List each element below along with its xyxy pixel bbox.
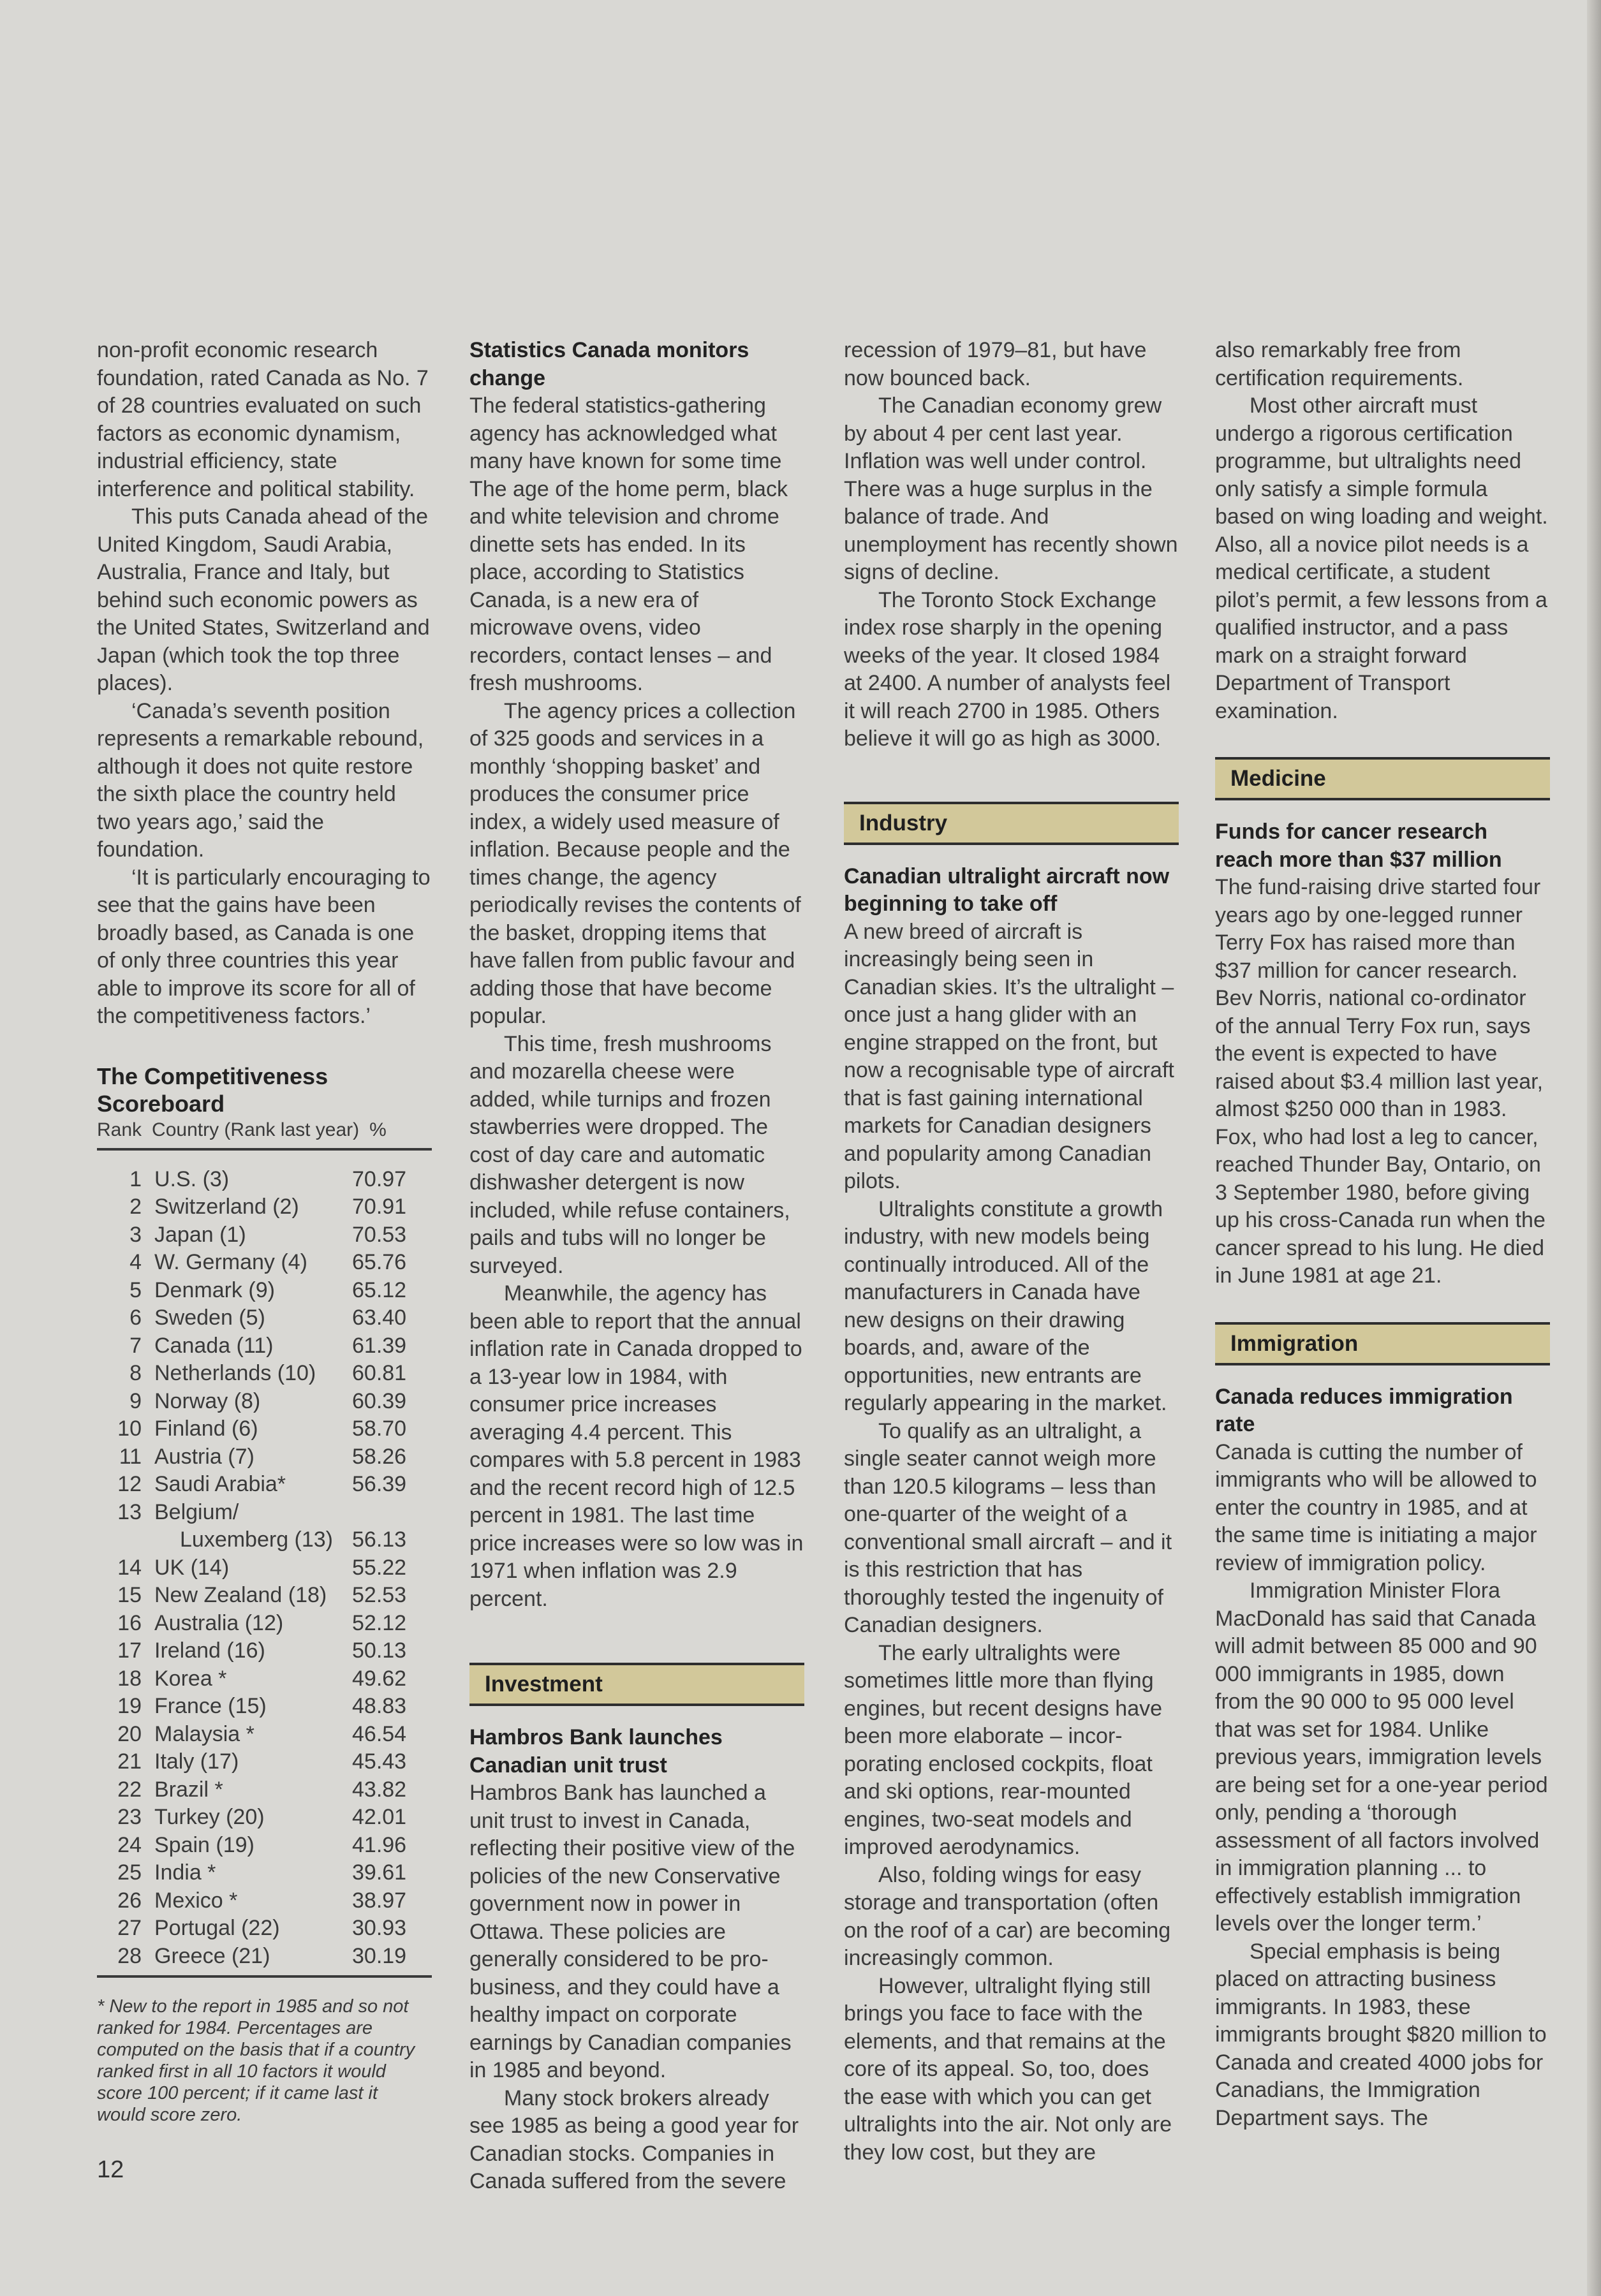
row-rank: 9 <box>129 1388 142 1413</box>
row-rank: 20 <box>117 1721 142 1746</box>
row-country: Japan (1) <box>154 1222 246 1247</box>
article-headline: Statistics Canada monitors change <box>469 338 749 390</box>
paragraph: Canada is cutting the number of immigrants who will be allowed to enter the country in 1985, and at the same time is initiating a major review of immigration policy. <box>1215 1439 1537 1575</box>
scoreboard-row <box>97 1526 432 1554</box>
scoreboard-row <box>97 1610 432 1638</box>
paragraph: ‘Canada’s seventh position represents a remarkable rebound, although it does not quite restore the sixth place the country held two years ago,’ said the foundation. <box>97 698 424 862</box>
header-country: Country (Rank last year) <box>152 1119 360 1140</box>
paragraph: The agency prices a collection of 325 goods and services in a monthly ‘shopping basket’ and produces the consumer price index, a widely used measure of inflation. Because people and the times change, the agency periodically revises the contents of the basket, dropping items that have fallen from public favour and adding those that have become popular. <box>469 698 801 1028</box>
page-spine-shadow <box>1587 0 1601 2296</box>
scoreboard-row <box>97 1499 432 1527</box>
paragraph: The early ultralights were sometimes little more than flying engines, but recent designs have been more elaborate – incor-porating enclosed cockpits, float and ski options, rear-mounted engines, two-seat models and improved aerodynamics. <box>844 1640 1163 1859</box>
row-rank: 12 <box>117 1472 142 1496</box>
row-country: India * <box>154 1860 216 1885</box>
scoreboard-row <box>97 1471 432 1499</box>
column-1 <box>97 337 432 2126</box>
row-percent: 52.12 <box>352 1610 407 1635</box>
scoreboard-row <box>97 1776 432 1804</box>
paragraph: Hambros Bank has launched a unit trust to invest in Canada, reflecting their positive view of the policies of the new Conservative government now in power in Ottawa. These policies are generally considered to be pro-business, and they could have a healthy impact on corporate earnings by Canadian companies in 1985 and beyond. <box>469 1781 795 2082</box>
row-rank: 23 <box>117 1805 142 1829</box>
paragraph: non-profit economic research foundation, rated Canada as No. 7 of 28 countries evaluated on such factors as economic dynamism, industrial efficiency, state interference and political stability. <box>97 338 429 501</box>
scoreboard-row <box>97 1360 432 1388</box>
page-number: 12 <box>97 2156 124 2183</box>
paragraph: A new breed of aircraft is increasingly being seen in Canadian skies. It’s the ultralight – once just a hang glider with an engine strapped on the front, but now a recognisable type of aircraft that is fast gaining international markets for Canadian designers and popularity among Canadian pilots. <box>844 919 1174 1193</box>
paragraph: Also, folding wings for easy storage and transportation (often on the roof of a car) are becoming increasingly common. <box>844 1862 1171 1970</box>
row-percent: 49.62 <box>352 1666 407 1691</box>
article-headline: Canadian ultralight aircraft now beginning to take off <box>844 864 1170 916</box>
scoreboard-row <box>97 1748 432 1776</box>
scoreboard-footnote: * New to the report in 1985 and so not ranked for 1984. Percentages are computed on the basis that if a country ranked first in all 10 factors it would score 100 percent; if it came last it would score zero. <box>97 1996 415 2125</box>
row-rank: 10 <box>117 1417 142 1441</box>
scoreboard-row <box>97 1943 432 1971</box>
row-country: Italy (17) <box>154 1749 239 1774</box>
row-rank: 1 <box>129 1166 142 1191</box>
scoreboard-row <box>97 1665 432 1693</box>
row-country: Malaysia * <box>154 1721 255 1746</box>
row-rank: 24 <box>117 1832 142 1857</box>
row-percent: 63.40 <box>352 1306 407 1330</box>
row-percent: 52.53 <box>352 1583 407 1607</box>
row-rank: 22 <box>117 1777 142 1802</box>
row-rank: 8 <box>129 1361 142 1385</box>
scoreboard-row <box>97 1415 432 1443</box>
row-rank: 7 <box>129 1333 142 1358</box>
section-band-medicine: Medicine <box>1215 757 1550 800</box>
row-country: Mexico * <box>154 1888 238 1913</box>
row-rank: 15 <box>117 1583 142 1607</box>
row-percent: 70.97 <box>352 1166 407 1191</box>
paragraph: The federal statistics-gathering agency has acknowledged what many have known for some time The age of the home perm, black and white television and chrome dinette sets has ended. In its place, according to Statistics Canada, is a new era of microwave ovens, video recorders, contact lenses – and fresh mushrooms. <box>469 394 788 695</box>
row-rank: 26 <box>117 1888 142 1913</box>
row-rank: 28 <box>117 1943 142 1968</box>
scoreboard-row <box>97 1887 432 1915</box>
row-rank: 21 <box>117 1749 142 1774</box>
article-headline: Canada reduces immigration rate <box>1215 1384 1513 1436</box>
paragraph: also remarkably free from certification requirements. <box>1215 338 1464 390</box>
row-percent: 65.76 <box>352 1250 407 1274</box>
paragraph: However, ultralight flying still brings you face to face with the elements, and that remains at the core of its appeal. So, too, does the ease with which you can get ultralights into the air. Not only are they low cost, but they are <box>844 1973 1172 2165</box>
header-percent: % <box>369 1119 387 1140</box>
scoreboard-row <box>97 1693 432 1721</box>
row-percent: 38.97 <box>352 1888 407 1913</box>
row-rank: 19 <box>117 1694 142 1718</box>
row-country: Korea * <box>154 1666 227 1691</box>
row-percent: 46.54 <box>352 1721 407 1746</box>
row-country: Australia (12) <box>154 1610 284 1635</box>
paragraph: Most other aircraft must undergo a rigorous certification programme, but ultralights need only satisfy a simple formula based on wing loading and weight. Also, all a novice pilot needs is a medical certificate, a student pilot’s permit, a few lessons from a qualified instructor, and a pass mark on a straight forward Department of Transport examination. <box>1215 394 1548 723</box>
row-rank: 14 <box>117 1555 142 1580</box>
row-percent: 70.91 <box>352 1195 407 1219</box>
row-percent: 45.43 <box>352 1749 407 1774</box>
scoreboard-row <box>97 1582 432 1610</box>
row-country: Greece (21) <box>154 1943 270 1968</box>
paragraph: This puts Canada ahead of the United Kingdom, Saudi Arabia, Australia, France and Italy, but behind such economic powers as the United States, Switzerland and Japan (which took the top three places). <box>97 504 430 695</box>
row-country: Ireland (16) <box>154 1638 265 1663</box>
scoreboard-row <box>97 1166 432 1194</box>
row-percent: 60.39 <box>352 1388 407 1413</box>
column-3 <box>844 337 1179 2167</box>
row-percent: 61.39 <box>352 1333 407 1358</box>
row-percent: 43.82 <box>352 1777 407 1802</box>
row-percent: 41.96 <box>352 1832 407 1857</box>
row-country: Portugal (22) <box>154 1916 280 1940</box>
scoreboard-row <box>97 1443 432 1471</box>
row-percent: 50.13 <box>352 1638 407 1663</box>
section-band-immigration: Immigration <box>1215 1322 1550 1365</box>
section-band-industry: Industry <box>844 802 1179 845</box>
row-country: Denmark (9) <box>154 1277 275 1302</box>
row-rank: 11 <box>119 1444 142 1469</box>
paragraph: Special emphasis is being placed on attracting business immigrants. In 1983, these immigrants brought $820 million to Canada and created 4000 jobs for Canadians, the Immigration Department says. The <box>1215 1939 1547 2130</box>
row-rank: 5 <box>129 1277 142 1302</box>
paragraph: To qualify as an ultralight, a single seater cannot weigh more than 120.5 kilograms – less than one-quarter of the weight of a conventional small aircraft – and it is this restriction that has thoroughly tested the ingenuity of Canadian designers. <box>844 1418 1172 1637</box>
scoreboard-row <box>97 1388 432 1416</box>
row-country: W. Germany (4) <box>154 1250 307 1274</box>
row-country: Norway (8) <box>154 1388 261 1413</box>
row-percent: 30.19 <box>352 1943 407 1968</box>
row-country: Switzerland (2) <box>154 1195 299 1219</box>
scoreboard-row <box>97 1277 432 1305</box>
scoreboard-row <box>97 1915 432 1943</box>
scoreboard-row <box>97 1554 432 1582</box>
competitiveness-scoreboard <box>97 1063 432 2126</box>
paragraph: This time, fresh mushrooms and mozarella cheese were added, while turnips and frozen stawberries were dropped. The cost of day care and automatic dishwasher detergent is now included, while refuse containers, pails and tubs will no longer be surveyed. <box>469 1031 790 1278</box>
row-country: Brazil * <box>154 1777 223 1802</box>
row-country: New Zealand (18) <box>154 1583 327 1607</box>
paragraph: ‘It is particularly encouraging to see that the gains have been broadly based, as Canada is one of only three countries this year able to improve its score for all of the competitiveness factors.’ <box>97 865 431 1028</box>
article-headline: Funds for cancer research reach more than $37 million <box>1215 820 1502 872</box>
scoreboard-table <box>97 1151 432 1976</box>
scoreboard-row <box>97 1193 432 1221</box>
paragraph: The fund-raising drive started four years ago by one-legged runner Terry Fox has raised more than $37 million for cancer research. Bev Norris, national co-ordinator of the annual Terry Fox run, says the event is expected to have raised about $3.4 million last year, almost $250 000 than in 1983. Fox, who had lost a leg to cancer, reached Thunder Bay, Ontario, on 3 September 1980, before giving up his cross-Canada run when the cancer spread to his lung. He died in June 1981 at age 21. <box>1215 875 1546 1288</box>
scoreboard-row <box>97 1332 432 1360</box>
paragraph: The Canadian economy grew by about 4 per cent last year. Inflation was well under control. There was a huge surplus in the balance of trade. And unemployment has recently shown signs of decline. <box>844 394 1178 584</box>
header-rank: Rank <box>97 1119 142 1140</box>
row-country: Austria (7) <box>154 1444 255 1469</box>
row-country: U.S. (3) <box>154 1166 230 1191</box>
scoreboard-row <box>97 1804 432 1832</box>
scoreboard-header <box>97 1117 432 1143</box>
row-rank: 6 <box>129 1306 142 1330</box>
row-percent: 56.13 <box>352 1527 407 1552</box>
row-country: UK (14) <box>154 1555 230 1580</box>
scoreboard-row <box>97 1221 432 1249</box>
row-rank: 16 <box>117 1610 142 1635</box>
row-country: Netherlands (10) <box>154 1361 316 1385</box>
row-country: Sweden (5) <box>154 1306 265 1330</box>
paragraph: Immigration Minister Flora MacDonald has said that Canada will admit between 85 000 and 90 000 immigrants in 1985, down from the 90 000 to 95 000 level that was set for 1984. Unlike previous years, immigration levels are being set for a one-year period only, pending a ‘thorough assessment of all factors involved in immigration planning ... to effectively establish immigration levels over the longer term.’ <box>1215 1578 1548 1936</box>
paragraph: Many stock brokers already see 1985 as being a good year for Canadian stocks. Companies in Canada suffered from the severe <box>469 2086 799 2193</box>
row-percent: 42.01 <box>352 1805 407 1829</box>
row-rank: 17 <box>117 1638 142 1663</box>
row-percent: 70.53 <box>352 1222 407 1247</box>
row-rank: 18 <box>117 1666 142 1691</box>
scoreboard-row <box>97 1832 432 1860</box>
paragraph: recession of 1979–81, but have now bounced back. <box>844 338 1147 390</box>
scoreboard-row <box>97 1304 432 1332</box>
row-country: Belgium/ <box>154 1499 239 1524</box>
column-4 <box>1215 337 1550 2132</box>
row-percent: 55.22 <box>352 1555 407 1580</box>
paragraph: The Toronto Stock Exchange index rose sharply in the opening weeks of the year. It closed 1984 at 2400. A number of analysts feel it will reach 2700 in 1985. Others believe it will go as high as 3000. <box>844 587 1171 751</box>
scoreboard-row <box>97 1721 432 1749</box>
row-percent: 30.93 <box>352 1916 407 1940</box>
row-country: Saudi Arabia* <box>154 1472 286 1496</box>
paragraph: Meanwhile, the agency has been able to report that the annual inflation rate in Canada dropped to a 13-year low in 1984, with consumer price increases averaging 4.4 percent. This compares with 5.8 percent in 1983 and the recent record high of 12.5 percent in 1981. The last time price increases were so low was in 1971 when inflation was 2.9 percent. <box>469 1281 804 1611</box>
row-rank: 3 <box>129 1222 142 1247</box>
row-country: France (15) <box>154 1694 267 1718</box>
row-country: Spain (19) <box>154 1832 255 1857</box>
row-rank: 2 <box>129 1195 142 1219</box>
row-percent: 58.70 <box>352 1417 407 1441</box>
column-2 <box>469 337 804 2196</box>
row-percent: 48.83 <box>352 1694 407 1718</box>
row-country: Luxemberg (13) <box>180 1527 334 1552</box>
row-percent: 58.26 <box>352 1444 407 1469</box>
scoreboard-row <box>97 1637 432 1665</box>
row-rank: 25 <box>117 1860 142 1885</box>
row-country: Turkey (20) <box>154 1805 265 1829</box>
row-rank: 13 <box>117 1499 142 1524</box>
table-rule-bottom <box>97 1975 432 1978</box>
section-band-investment: Investment <box>469 1663 804 1706</box>
paragraph: Ultralights constitute a growth industry, with new models being continually introduced. All of the manufacturers in Canada have new designs on their drawing boards, and, aware of the opportunities, new entrants are regularly appearing in the market. <box>844 1196 1167 1415</box>
scoreboard-title: The Competitiveness Scoreboard <box>97 1063 328 1117</box>
row-country: Finland (6) <box>154 1417 258 1441</box>
row-percent: 56.39 <box>352 1472 407 1496</box>
row-percent: 60.81 <box>352 1361 407 1385</box>
row-percent: 39.61 <box>352 1860 407 1885</box>
scoreboard-row <box>97 1249 432 1277</box>
scoreboard-row <box>97 1859 432 1887</box>
row-country: Canada (11) <box>154 1333 274 1358</box>
article-headline: Hambros Bank launches Canadian unit trust <box>469 1725 723 1777</box>
row-percent: 65.12 <box>352 1277 407 1302</box>
row-rank: 4 <box>129 1250 142 1274</box>
row-rank: 27 <box>117 1916 142 1940</box>
